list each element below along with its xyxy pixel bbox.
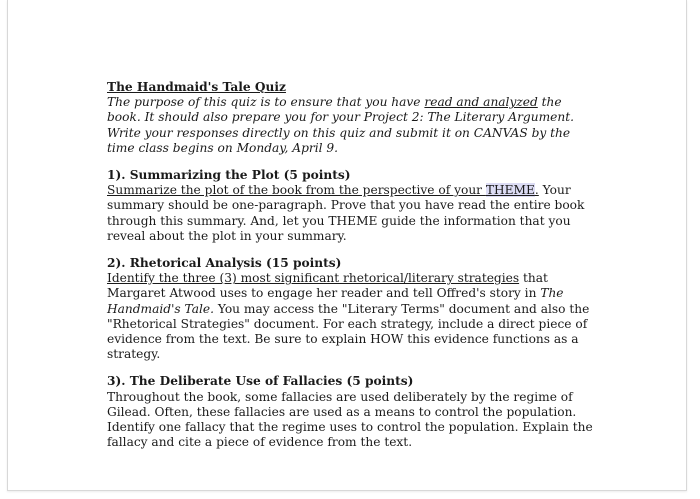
theme-highlight: THEME [485,183,535,198]
document-content [107,80,597,450]
intro-text-part1: The purpose of this quiz is to ensure that you have [107,95,425,110]
intro-underlined-text: read and analyzed [424,95,538,110]
section-body [107,271,597,362]
section-fallacies [107,374,597,450]
section-heading: 2). Rhetorical Analysis (15 points) [107,256,342,271]
document-page [7,0,687,491]
section-body-text-part1: that Margaret Atwood uses to engage her reader and tell Offred's story in [107,271,548,301]
section-body-text-part2: You may access the "Literary Terms" document and also the "Rhetorical Strategies" document. For each strategy, include a direct piece of evidence from the text. Be sure to explain HOW this evidence functions as a strategy. [107,301,590,362]
section-body [107,183,597,244]
book-title-italic: The Handmaid's Tale. [107,286,564,316]
section-heading: 3). The Deliberate Use of Fallacies (5 points) [107,374,414,389]
section-underlined-period: . [534,183,539,198]
section-heading: 1). Summarizing the Plot (5 points) [107,168,351,183]
quiz-intro [107,95,597,156]
section-summarizing-plot [107,168,597,244]
section-underlined-text: Identify the three (3) most significant rhetorical/literary strategies [107,271,520,286]
section-underlined-text: Summarize the plot of the book from the perspective of your [107,183,486,198]
intro-text-part2: the book. It should also prepare you for your Project 2: The Literary Argument. Write your responses directly on this quiz and submit it on CANVAS by the time class begins on Monday, April 9. [107,95,574,155]
section-body-text: Your summary should be one-paragraph. Prove that you have read the entire book through this summary. And, let you THEME guide the information that you reveal about the plot in your summary. [107,183,585,243]
quiz-title: The Handmaid's Tale Quiz [107,80,286,94]
section-rhetorical-analysis [107,256,597,362]
section-body: Throughout the book, some fallacies are used deliberately by the regime of Gilead. Often, these fallacies are used as a means to control the population. Identify one fallacy that the regime uses to control the population. Explain the fallacy and cite a piece of evidence from the text. [107,389,593,450]
